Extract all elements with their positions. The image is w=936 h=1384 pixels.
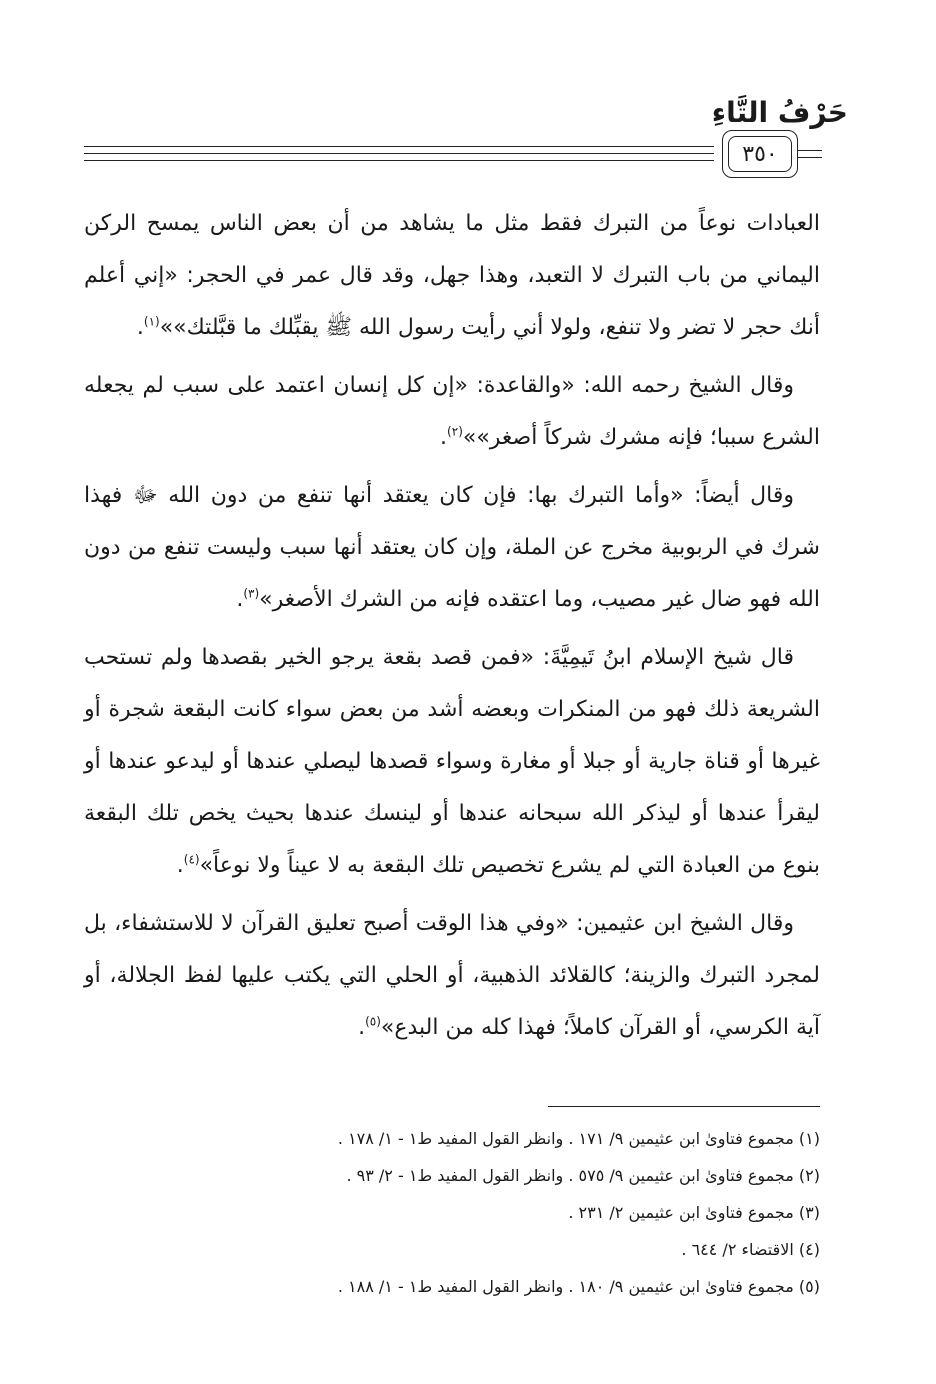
- paragraph-text: قال شيخ الإسلام ابنُ تَيمِيَّةَ: «فمن قصد بقعة يرجو الخير بقصدها ولم تستحب الشريعة ذلك فهو من المنكرات وبعضه أشد من بعض سواء كانت البقعة شجرة أو غيرها أو قناة جارية أو جبلا أو مغارة وسواء قصدها ليصلي عندها أو ليدعو عندها أو ليقرأ عندها أو ليذكر الله سبحانه عندها أو لينسك عندها بحيث يخص تلك البقعة بنوع من العبادة التي لم يشرع تخصيص تلك البقعة به لا عيناً ولا نوعاً»: [84, 645, 820, 878]
- paragraph-end: .: [358, 1015, 366, 1040]
- paragraph: [84, 470, 820, 626]
- header-rule: [84, 160, 714, 161]
- paragraph-end: .: [136, 315, 144, 340]
- page-number-frame: [722, 130, 798, 178]
- header-rule: [84, 153, 714, 154]
- body-text: [84, 198, 820, 1060]
- paragraph-end: .: [176, 853, 184, 878]
- header-rule: [84, 146, 714, 147]
- footnote: (٥) مجموع فتاوىٰ ابن عثيمين ٩/ ١٨٠ . وانظر القول المفيد ط١ - ١/ ١٨٨ .: [337, 1277, 820, 1296]
- footnote-ref: (٢): [447, 424, 463, 439]
- paragraph-text: وقال الشيخ رحمه الله: «والقاعدة: «إن كل إنسان اعتمد على سبب لم يجعله الشرع سببا؛ فإنه مشرك شركاً أصغر»»: [84, 373, 820, 450]
- paragraph: [84, 632, 820, 892]
- footnote-separator: [548, 1106, 820, 1107]
- footnote: (٤) الاقتضاء ٢/ ٦٤٤ .: [681, 1240, 820, 1259]
- paragraph: [84, 360, 820, 464]
- header-rule-short: [798, 150, 822, 151]
- paragraph: [84, 898, 820, 1054]
- footnote-ref: (٤): [183, 852, 200, 867]
- footnotes: [84, 1120, 820, 1305]
- footnote-ref: (٣): [243, 586, 260, 601]
- paragraph-text: العبادات نوعاً من التبرك فقط مثل ما يشاهد من أن بعض الناس يمسح الركن اليماني من باب التبرك لا التعبد، وهذا جهل، وقد قال عمر في الحجر: «إني أعلم أنك حجر لا تضر ولا تنفع، ولولا أني رأيت رسول الله ﷺ يقبِّلك ما قبَّلتك»»: [84, 211, 820, 340]
- page-number: ٣٥٠: [728, 136, 792, 172]
- header-rule-short: [798, 157, 822, 158]
- paragraph-text: وقال أيضاً: «وأما التبرك بها: فإن كان يعتقد أنها تنفع من دون الله ﷻ فهذا شرك في الربوبية مخرج عن الملة، وإن كان يعتقد أنها سبب وليست تنفع من دون الله فهو ضال غير مصيب، وما اعتقده فإنه من الشرك الأصغر»: [84, 483, 820, 612]
- paragraph-end: .: [236, 587, 244, 612]
- chapter-title: حَرْفُ التَّاءِ: [711, 96, 848, 129]
- paragraph: [84, 198, 820, 354]
- footnote-ref: (١): [143, 314, 160, 329]
- paragraph-end: .: [440, 425, 448, 450]
- footnote: (٢) مجموع فتاوىٰ ابن عثيمين ٩/ ٥٧٥ . وانظر القول المفيد ط١ - ٢/ ٩٣ .: [346, 1166, 820, 1185]
- paragraph-text: وقال الشيخ ابن عثيمين: «وفي هذا الوقت أصبح تعليق القرآن لا للاستشفاء، بل لمجرد التبرك والزينة؛ كالقلائد الذهبية، أو الحلي التي يكتب عليها لفظ الجلالة، أو آية الكرسي، أو القرآن كاملاً؛ فهذا كله من البدع»: [84, 911, 820, 1040]
- footnote: (١) مجموع فتاوىٰ ابن عثيمين ٩/ ١٧١ . وانظر القول المفيد ط١ - ١/ ١٧٨ .: [337, 1129, 820, 1148]
- footnote-ref: (٥): [365, 1014, 381, 1029]
- footnote: (٣) مجموع فتاوىٰ ابن عثيمين ٢/ ٢٣١ .: [568, 1203, 820, 1222]
